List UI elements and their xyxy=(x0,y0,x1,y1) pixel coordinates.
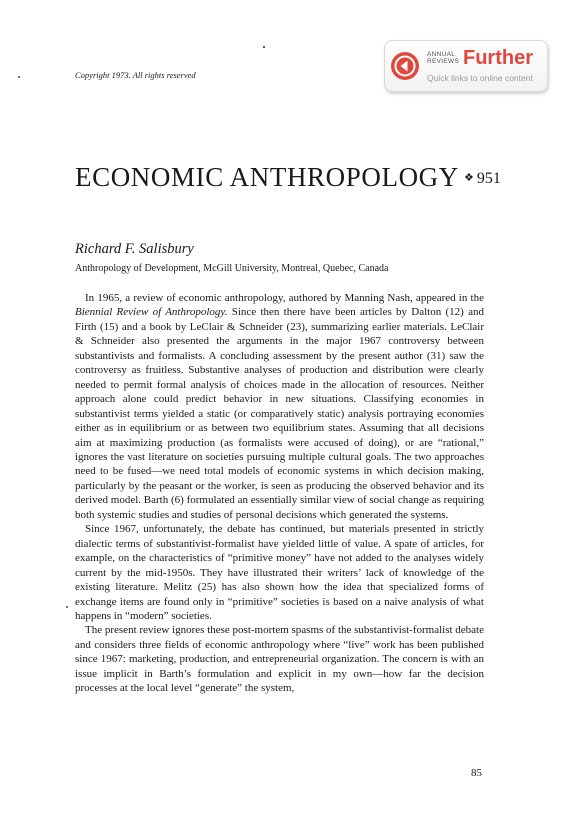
author-affiliation: Anthropology of Development, McGill University, Montreal, Quebec, Canada xyxy=(75,263,389,274)
page-reference xyxy=(464,166,501,191)
annual-reviews-logo-icon xyxy=(391,52,419,80)
article-title: ECONOMIC ANTHROPOLOGY xyxy=(75,162,459,192)
paragraph-1-text-b: Since then there have been articles by Dalton (12) and Firth (15) and a book by LeClair & Schneider (23), summarizing earlier materials. LeClair & Schneider also presented the arguments in the major 1967 controversy between substantivists and formalists. A concluding assessment by the present author (31) saw the controversy as fruitless. Substantive analyses of production and distribution were clearly needed to permit formal analysis of choices made in the allocation of resources. Neither approach alone could predict behavior in new situations. Classifying economies in substantivist terms yielded a static (or comparatively static) analysis portraying economies either as in equilibrium or as between two equilibrium states. Assuming that all decisions aim at maximizing production (as formalists were accused of doing), or are “rational,” ignores the vast literature on societies pursuing multiple cultural goals. The two approaches need to be fused—we need total models of economic systems in which decision making, particularly by the peasant or the worker, is seen as producing the observed behavior and its derived model. Barth (6) formulated an essentially similar view of social change as requiring both systemic studies and studies of personal decisions which generated the systems. xyxy=(75,306,485,521)
paragraph-3: The present review ignores these post-mortem spasms of the substantivist-formalist debate and considers three fields of economic anthropology where “live” work has been published since 1967: marketing, production, and entrepreneurial organization. The concern is with an issue implicit in Barth’s formulation and explicit in my own—how far the decision processes at the local level “generate” the system, xyxy=(75,624,484,695)
scan-speck xyxy=(18,76,20,78)
banner-further-label: Further xyxy=(463,47,533,69)
copyright-notice: Copyright 1973. All rights reserved xyxy=(75,70,196,80)
scan-speck xyxy=(66,606,68,608)
banner-subtitle: Quick links to online content xyxy=(427,73,533,83)
diamond-icon: ❖ xyxy=(464,172,474,184)
banner-brand xyxy=(427,51,459,65)
banner-reviews-label: REVIEWS xyxy=(427,58,460,65)
paragraph-1 xyxy=(75,291,484,522)
banner-annual-label: ANNUAL xyxy=(427,51,456,58)
journal-title-italic: Biennial Review of Anthropology. xyxy=(75,306,228,319)
author-name: Richard F. Salisbury xyxy=(75,241,194,257)
page-reference-number: 951 xyxy=(476,170,501,187)
page-number: 85 xyxy=(471,767,482,779)
annual-reviews-further-banner[interactable] xyxy=(384,40,548,92)
paragraph-2: Since 1967, unfortunately, the debate has continued, but materials presented in strictly dialectic terms of substantivist-formalist have yielded little of value. A spate of articles, for example, on the characteristics of “primitive money” have not added to the analyses widely current by the mid-1950s. They have illustrated their writers’ lack of knowledge of the existing literature. Melitz (25) has also shown how the idea that specialized forms of exchange items are found only in “primitive” societies is based on a naive analysis of what happens in “modern” societies. xyxy=(75,523,484,622)
article-body xyxy=(75,291,484,696)
scan-speck xyxy=(263,46,265,48)
paragraph-1-text-a: In 1965, a review of economic anthropology, authored by Manning Nash, appeared in the xyxy=(85,292,484,304)
